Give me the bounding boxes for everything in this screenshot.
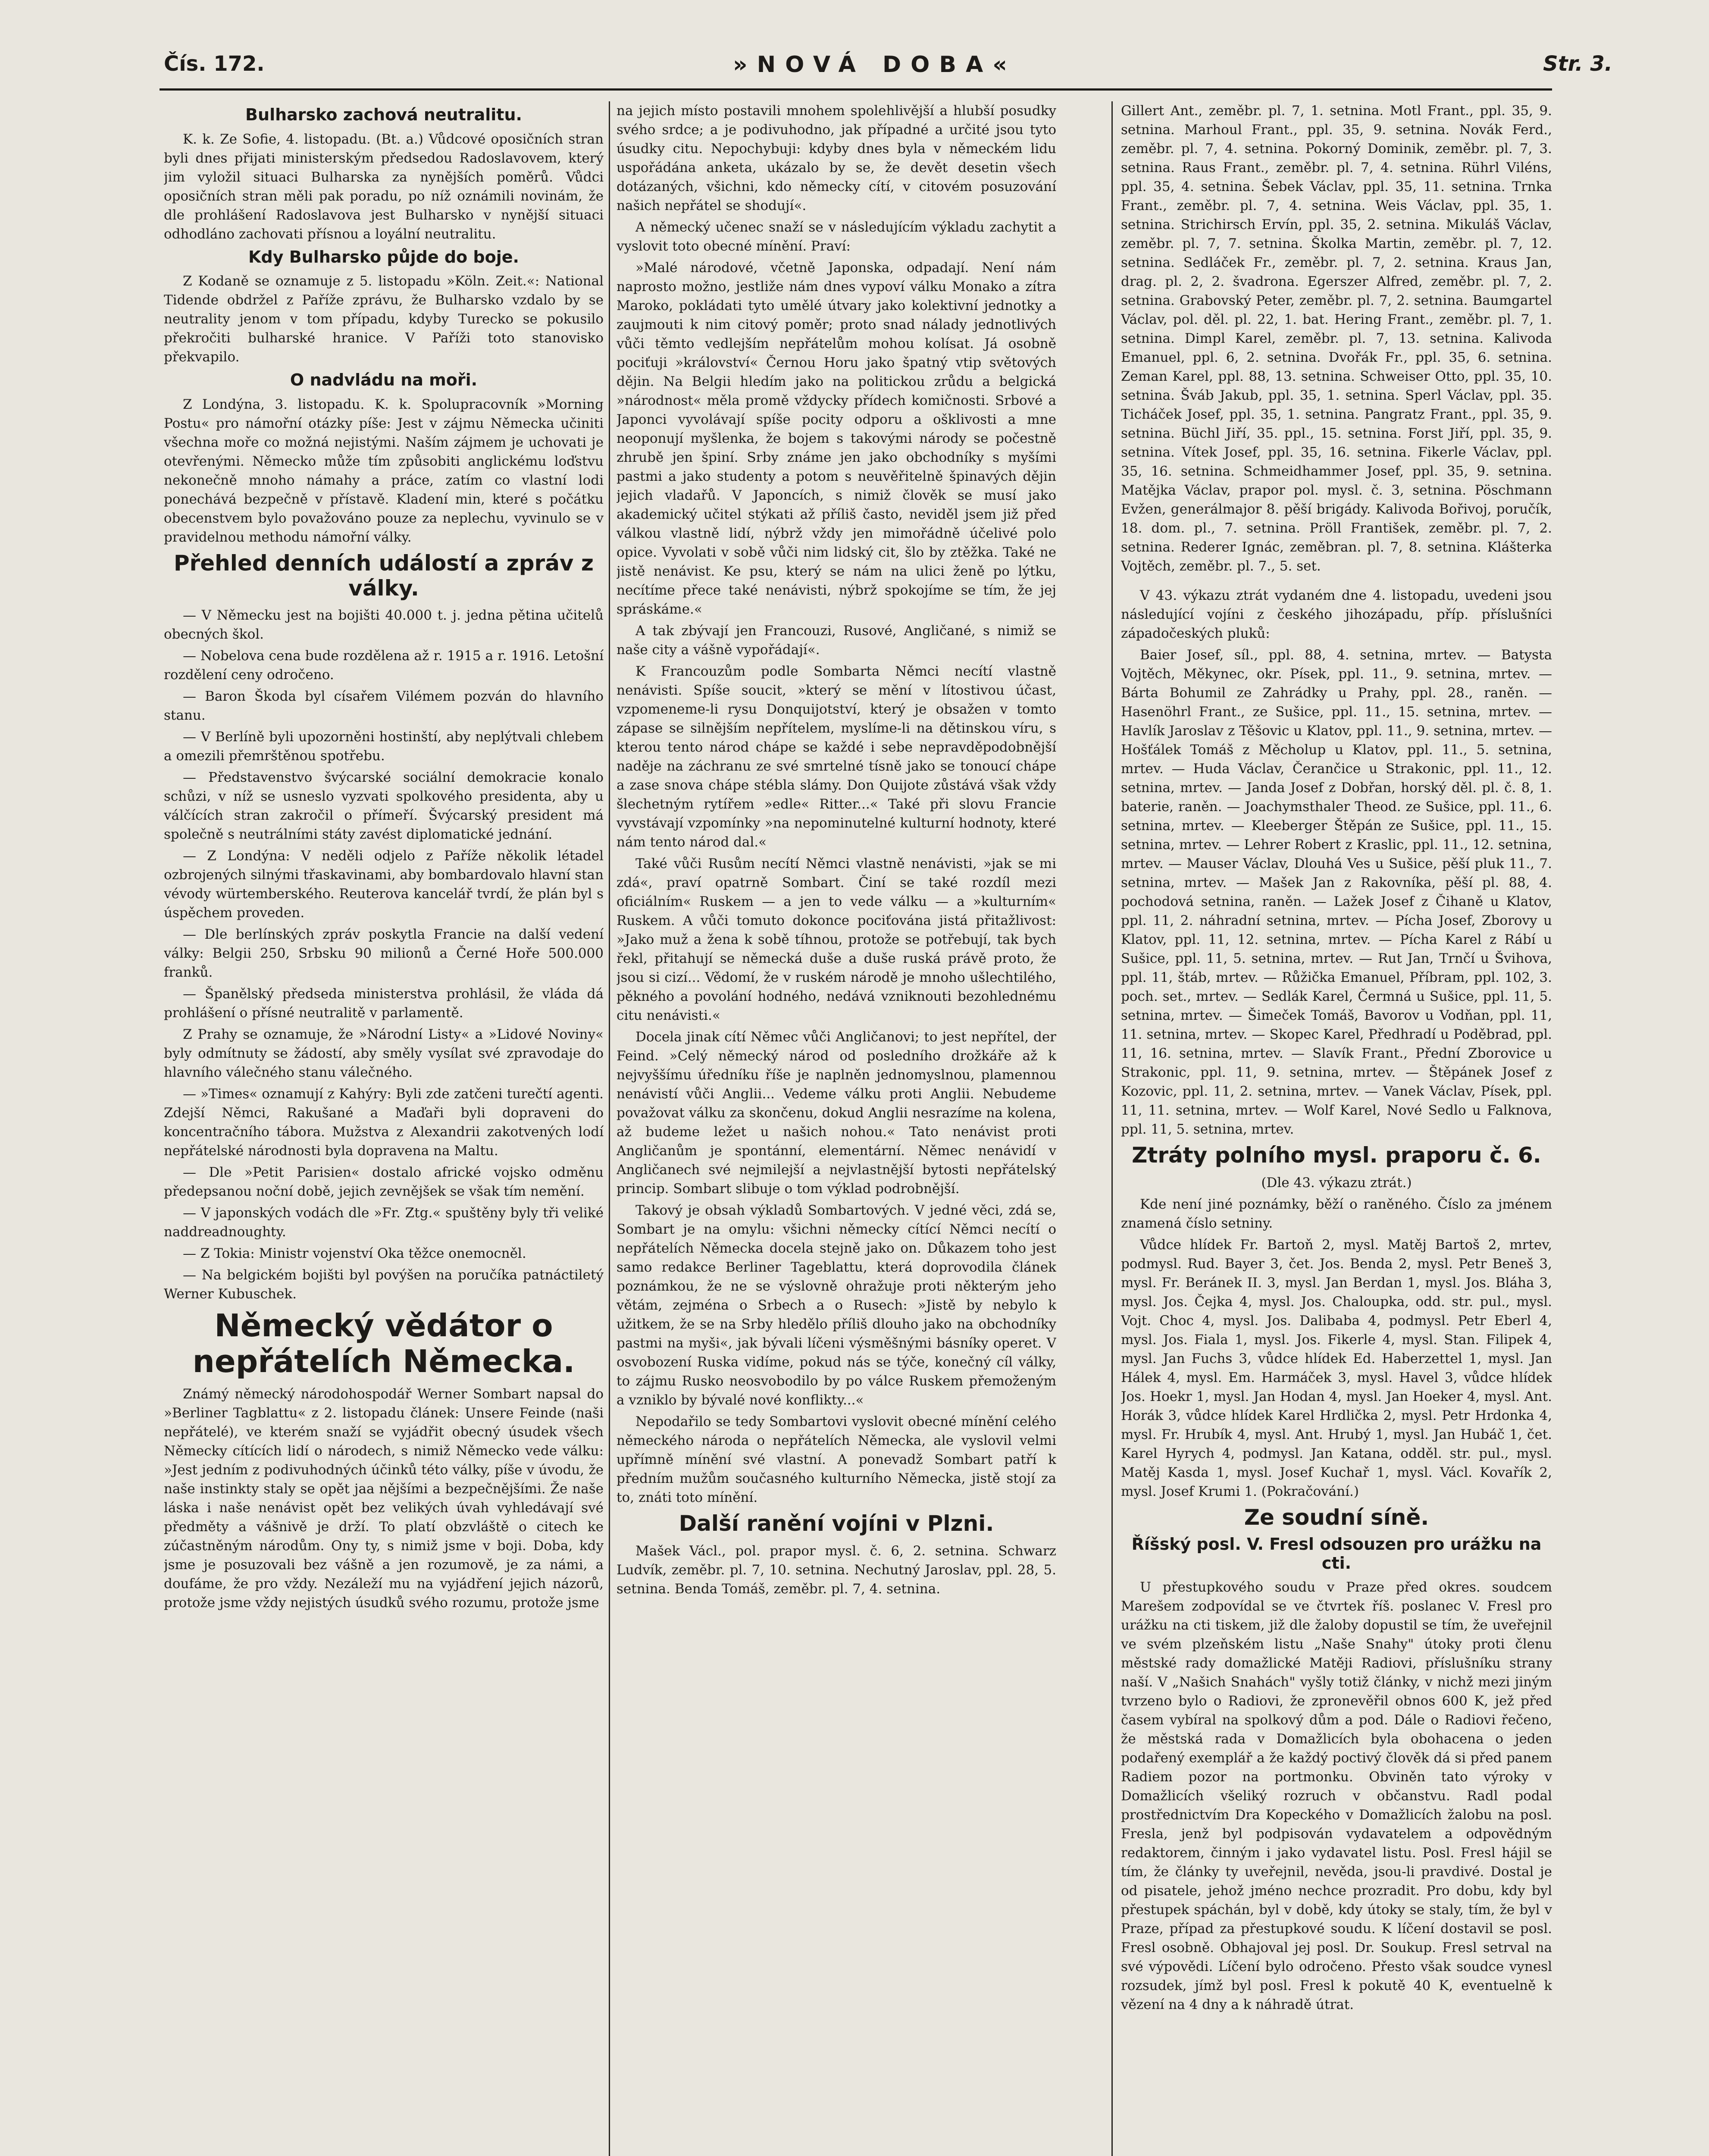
article-paragraph: Také vůči Rusům necítí Němci vlastně nenávisti, »jak se mi zdá«, praví opatrně Sombart. Činí se také rozdíl mezi oficiálním« Ruskem — a jen to vede válku — a »kulturním« Ruskem. A vůči tomuto dokonce pociťována jistá přitažlivost: »Jako muž a žena k sobě tíhnou, protože se potřebují, tak bych řekl, přitahují se německá duše a duše ruská právě proto, že jsou si cizí... Vědomí, že v ruském národě je mnoho ušlechtilého, pěkného a povolání hodného, nedává vzniknouti bezohlednému citu nenávisti.« [617, 856, 1056, 1023]
column-divider [609, 101, 610, 2156]
article-bulgaria-war: Z Kodaně se oznamuje z 5. listopadu »Köln. Zeit.«: National Tidende obdržel z Paříže zprávu, že Bulharsko vzdalo by se neutrality jenom v tom případu, kdyby Turecko se pokusilo překročiti bulharské hranice. V Paříži toto stanovisko překvapilo. [164, 273, 604, 365]
headline-courtroom: Ze soudní síně. [1244, 1504, 1429, 1530]
page-number: Str. 3. [1543, 52, 1612, 76]
headline-daily-overview: Přehled denních událostí a zpráv z války. [173, 551, 594, 601]
news-item: — Španělský předseda ministerstva prohlásil, že vláda dá prohlášení o přísné neutralitě v parlamentě. [164, 986, 604, 1021]
news-item: — »Times« oznamují z Kahýry: Byli zde zatčeni turečtí agenti. Zdejší Němci, Rakušané a Maďaři byli dopraveni do koncentračního tábora. Mužstva z Alexandrii zakotvených lodí nepřátelské národnosti byla dopravena na Maltu. [164, 1086, 604, 1159]
news-item: — Baron Škoda byl císařem Vilémem pozván do hlavního stanu. [164, 689, 604, 724]
battalion-losses-note: Kde není jiné poznámky, běží o raněného. Číslo za jménem znamená číslo setniny. [1121, 1196, 1552, 1231]
article-paragraph: A německý učenec snaží se v následujícím výkladu zachytit a vyslovit toto obecné mínění. Praví: [617, 219, 1056, 254]
headline-german-scholar: Německý vědátor o nepřátelích Německa. [192, 1307, 575, 1379]
column-divider [1111, 101, 1113, 2156]
article-fresl: U přestupkového soudu v Praze před okres. soudcem Marešem zodpovídal se ve čtvrtek říš. poslanec V. Fresl pro urážku na cti tiskem, již dle žaloby dopustil se tím, že uveřejnil ve svém plzeňském listu „Naše Snahy" útoky proti členu městské rady domažlické Matěji Radiovi, příslušníku strany naší. V „Našich Snahách" vyšly totiž články, v nichž mezi jiným tvrzeno bylo o Radiovi, že zpronevěřil obnos 600 K, jež před časem vybíral na spolkový dům a pod. Dále o Radiovi řečeno, že městská rada v Domažlicích byla obohacena o jeden podařený exemplář a že každý poctivý člověk dá si před panem Radiem pozor na portmonku. Obviněn tato výroky v Domažlicích všeliký rozruch v občanstvu. Radl podal prostřednictvím Dra Kopeckého v Domažlicích žalobu na posl. Fresla, jenž byl podpisován vydavatelem a odpovědným redaktorem, činným i jako vydavatel listu. Posl. Fresl hájil se tím, že články ty uveřejnil, nevěda, jsou-li pravdivé. Dostal je od pisatele, jehož jméno nechce prozradit. Pro dobu, kdy byl přestupek spáchán, byl v době, kdy útoky se staly, tím, že byl v Praze, případ za přestupkové soudu. K líčení dostavil se posl. Fresl osobně. Obhajoval jej posl. Dr. Soukup. Fresl setrval na své výpovědi. Líčení bylo odročeno. Přesto však soudce vynesl rozsudek, jímž byl posl. Fresl k pokutě 40 K, eventuelně k vězení na 4 dny a k náhradě útrat. [1121, 1579, 1552, 2013]
article-paragraph: na jejich místo postavili mnohem spolehlivější a hlubší posudky svého srdce; a je podivuhodno, jak případné a určité jsou tyto úsudky citu. Nepochybuji: kdyby dnes byla v německém lidu uspořádána anketa, ukázalo by se, že devět desetin všech dotázaných, všichni, kdo německy cítí, v citovém posuzování našich nepřátel se shodují«. [617, 103, 1056, 213]
masthead [155, 52, 1621, 82]
news-item: — V Berlíně byli upozorněni hostinští, aby neplýtvali chlebem a omezili přemrštěnou spotřebu. [164, 729, 604, 764]
headline-bulgaria-war: Kdy Bulharsko půjde do boje. [248, 247, 519, 266]
article-paragraph: Docela jinak cítí Němec vůči Angličanovi; to jest nepřítel, der Feind. »Celý německý národ od posledního drožkáře až k nejvyššímu úředníku říše je naplněn jednomyslnou, plamennou nenávistí vůči Anglii... Vedeme válku proti Anglii. Nebudeme považovat válku za skončenu, dokud Anglii nesrazíme na kolena, až budeme ležet u našich nohou.« Tato nenávist proti Angličanům je spontánní, elementární. Němec nenávidí v Angličanech své nejmilejší a nejvlastnější bytosti nepřátelský princip. Sombart slibuje o tom výklad podrobnější. [617, 1029, 1056, 1197]
news-item: — Z Tokia: Ministr vojenství Oka těžce onemocněl. [183, 1246, 526, 1262]
issue-number: Čís. 172. [164, 52, 265, 76]
headline-battalion-losses: Ztráty polního mysl. praporu č. 6. [1132, 1143, 1541, 1168]
casualty-report-intro: V 43. výkazu ztrát vydaném dne 4. listopadu, uvedeni jsou následující vojíni z českého jihozápadu, příp. příslušníci západočeských pluků: [1121, 588, 1552, 641]
news-item: — Dle »Petit Parisien« dostalo africké vojsko odměnu předepsanou noční době, jejich zevnějšek se však tím nemění. [164, 1165, 604, 1200]
article-paragraph: A tak zbývají jen Francouzi, Rusové, Angličané, s nimiž se naše city a vášně vypořádají«. [617, 623, 1056, 658]
article-naval-supremacy: Z Londýna, 3. listopadu. K. k. Spolupracovník »Morning Postu« pro námořní otázky píše: Jest v zájmu Německa učiniti všechna moře co možná nejistými. Naším zájmem je uchovati je otevřenými. Německo může tím způsobiti anglickému loďstvu nekonečně mnoho námahy a práce, zatím co vlastní lodi ponechává bezpečně v přístavě. Kladení min, které s počátku obecenstvem bylo považováno pouze za neplechu, vyvinulo se v pravidelnou methodu námořní války. [164, 397, 604, 545]
battalion-losses-source: (Dle 43. výkazu ztrát.) [1261, 1175, 1412, 1191]
article-paragraph: »Malé národové, včetně Japonska, odpadají. Není nám naprosto možno, jestliže nám dnes vypoví válku Monako a zítra Maroko, pokládati tyto umělé útvary jako kolektivní jednotky a zaujmouti k nim citový poměr; proto snad nálady jednotlivých vůči těmto vedlejším nepřátelům mohou kolísat. Já osobně pociťuji »království« Černou Horu jako špatný vtip světových dějin. Na Belgii hledím jako na politickou zrůdu a belgická »národnost« měla promě vždycky přídech komičnosti. Srbové a Japonci vyvolávají spíše pocity odporu a ošklivosti a mne neoponují myšlenka, že bojem s takovými národy se počestně zhrubě jen špiní. Srby známe jen jako obchodníky s myšími pastmi a jako studenty a potom s neuvěřitelně špinavých dějin jejich vladařů. V Japoncích, s nimiž člověk se musí jako akademický učitel stýkati až příliš často, neviděl jsem již před válkou vlastně lidí, nýbrž vždy jen mimořádně účelivé polo opice. Vyvolati v sobě vůči nim lidský cit, šlo by ztěžka. Také ne jistě nenávist. Ke psu, který se nám na ulici ženě po lýtku, necítíme přece také nenávisti, nýbrž spokojíme se tím, že jej spráskáme.« [617, 260, 1056, 617]
headline-wounded-plzen: Další ranění vojíni v Plzni. [679, 1511, 994, 1536]
news-item: Z Prahy se oznamuje, že »Národní Listy« a »Lidové Noviny« byly odmítnuty se žádostí, aby směly vysílat své zpravodaje do hlavního válečného stanu válečného. [164, 1027, 604, 1081]
wounded-list: Mašek Václ., pol. prapor mysl. č. 6, 2. setnina. Schwarz Ludvík, zeměbr. pl. 7, 10. setnina. Nechutný Jaroslav, ppl. 28, 5. setnina. Benda Tomáš, zeměbr. pl. 7, 4. setnina. [617, 1543, 1056, 1597]
masthead-rule [160, 88, 1552, 91]
headline-naval-supremacy: O nadvládu na moři. [290, 370, 478, 390]
news-item: — Nobelova cena bude rozdělena až r. 1915 a r. 1916. Letošní rozdělení ceny odročeno. [164, 648, 604, 683]
battalion-losses-list: Vůdce hlídek Fr. Bartoň 2, mysl. Matěj Bartoš 2, mrtev, podmysl. Rud. Bayer 3, čet. Jos. Benda 2, mysl. Petr Beneš 3, mysl. Fr. Beránek II. 3, mysl. Jan Berdan 1, mysl. Jos. Bláha 3, mysl. Jos. Čejka 4, mysl. Jos. Chaloupka, odd. str. pul., mysl. Vojt. Choc 4, mysl. Jos. Dalibaba 4, podmysl. Petr Eberl 4, mysl. Jos. Fiala 1, mysl. Jos. Fikerle 4, mysl. Stan. Filipek 4, mysl. Jan Fuchs 3, vůdce hlídek Ed. Haberzettel 1, mysl. Jan Hálek 4, mysl. Em. Harmáček 3, mysl. Havel 3, vůdce hlídek Jos. Hoekr 1, mysl. Jan Hodan 4, mysl. Jan Hoeker 4, mysl. Ant. Horák 3, vůdce hlídek Karel Hrdlička 2, mysl. Petr Hrdonka 4, mysl. Fr. Hrubík 4, mysl. Ant. Hrubý 1, mysl. Jan Hubáč 1, čet. Karel Hyrych 4, podmysl. Jan Katana, odděl. str. pul., mysl. Matěj Kasda 1, mysl. Josef Kuchař 1, mysl. Václ. Kovařík 2, mysl. Josef Krumi 1. (Pokračování.) [1121, 1237, 1552, 1499]
headline-bulgaria-neutrality: Bulharsko zachová neutralitu. [245, 105, 522, 124]
news-item: — Z Londýna: V neděli odjelo z Paříže několik létadel ozbrojených silnými třaskavinami, aby bombardovalo hlavní stan vévody würtemberského. Reuterova kancelář tvrdí, že plán byl s úspěchem proveden. [164, 848, 604, 921]
news-item: — Dle berlínských zpráv poskytla Francie na další vedení války: Belgii 250, Srbsku 90 milionů a Černé Hoře 500.000 franků. [164, 927, 604, 981]
news-item: — Na belgickém bojišti byl povýšen na poručíka patnáctiletý Werner Kubuschek. [164, 1267, 604, 1302]
news-item: — V Německu jest na bojišti 40.000 t. j. jedna pětina učitelů obecných škol. [164, 608, 604, 642]
column-3 [1121, 101, 1552, 2156]
column-2 [617, 101, 1056, 2156]
news-item: — Představenstvo švýcarské sociální demokracie konalo schůzi, v níž se usneslo vyzvati spolkového presidenta, aby u válčících stran zakročil o přímeří. Švýcarský president má společně s neutrálními státy zavést diplomatické jednání. [164, 770, 604, 843]
article-german-scholar: Známý německý národohospodář Werner Sombart napsal do »Berliner Tagblattu« z 2. listopadu článek: Unsere Feinde (naši nepřátelé), ve kterém snaží se vyjádřit obecný úsudek všech Německy cítících lidí o národech, s nimiž Německo vede válku: »Jest jedním z podivuhodných účinků této války, píše v úvodu, že naše instinkty staly se opět jaa nějšími a bezpečnějšími. Že naše láska i naše nenávist opět bez velikých úvah vyhledávají své předměty a vášnivě je drží. To platí obzvláště o citech ke zúčastněným národům. Ony ty, s nimiž jsme v boji. Doba, kdy jsme je posuzovali bez vášně a jen rozumově, je za námi, a doufáme, že pro vždy. Nezáleží mu na vyjádření jejich názorů, protože jsme vždy nejistých úsudků svého rozumu, protože jsme [164, 1386, 604, 1611]
newspaper-title: »NOVÁ DOBA« [733, 52, 1017, 78]
casualty-report-list: Baier Josef, síl., ppl. 88, 4. setnina, mrtev. — Batysta Vojtěch, Měkynec, okr. Písek, ppl. 11., 9. setnina, mrtev. — Bárta Bohumil ze Zahrádky u Prahy, ppl. 28., raněn. — Hasenöhrl Frant., ze Sušice, ppl. 11., 15. setnina, mrtev. — Havlík Jaroslav z Těšovic u Klatov, ppl. 11., 9. setnina, mrtev. — Hošťálek Tomáš z Měcholup u Klatov, ppl. 11., 5. setnina, mrtev. — Huda Václav, Čerančice u Strakonic, ppl. 11., 12. setnina, mrtev. — Janda Josef z Dobřan, horský děl. pl. č. 8, 1. baterie, raněn. — Joachymsthaler Theod. ze Sušice, ppl. 11., 6. setnina, mrtev. — Kleeberger Štěpán ze Sušice, ppl. 11., 15. setnina, mrtev. — Lehrer Robert z Kraslic, ppl. 11., 12. setnina, mrtev. — Mauser Václav, Dlouhá Ves u Sušice, pěší pluk 11., 7. setnina, mrtev. — Mašek Jan z Rakovníka, pěší pl. 88, 4. pochodová setnina, raněn. — Lažek Josef z Čihaně u Klatov, ppl. 11, 2. náhradní setnina, mrtev. — Pícha Josef, Zborovy u Klatov, ppl. 11, 12. setnina, mrtev. — Pícha Karel z Rábí u Sušice, ppl. 11, 5. setnina, mrtev. — Rut Jan, Trnčí u Švihova, ppl. 11, štáb, mrtev. — Růžička Emanuel, Příbram, ppl. 102, 3. poch. set., mrtev. — Sedlák Karel, Čermná u Sušice, ppl. 11, 5. setnina, mrtev. — Šimeček Tomáš, Bavorov u Vodňan, ppl. 11, 11. setnina, mrtev. — Skopec Karel, Předhradí u Poděbrad, ppl. 11, 16. setnina, mrtev. — Slavík Frant., Přední Zborovice u Strakonic, ppl. 11, 9. setnina, mrtev. — Štěpánek Josef z Kozovic, ppl. 11, 2. setnina, mrtev. — Vanek Václav, Písek, ppl. 11, 11. setnina, mrtev. — Wolf Karel, Nové Sedlo u Falknova, ppl. 11, 5. setnina, mrtev. [1121, 647, 1552, 1137]
article-paragraph: Nepodařilo se tedy Sombartovi vyslovit obecné mínění celého německého národa o nepřátelích Německa, ale vyslovil velmi upřímně mínění své vlastní. A ponevadž Sombart patří k předním mužům současného kulturního Německa, jistě stojí za to, znáti toto mínění. [617, 1414, 1056, 1505]
wounded-list-continued: Gillert Ant., zeměbr. pl. 7, 1. setnina. Motl Frant., ppl. 35, 9. setnina. Marhoul Frant., ppl. 35, 9. setnina. Novák Ferd., zeměbr. pl. 7, 4. setnina. Pokorný Dominik, zeměbr. pl. 7, 3. setnina. Raus Frant., zeměbr. pl. 7, 4. setnina. Rührl Viléns, ppl. 35, 4. setnina. Šebek Václav, ppl. 35, 11. setnina. Trnka Frant., zeměbr. pl. 7, 4. setnina. Weis Václav, ppl. 35, 1. setnina. Strichirsch Ervín, ppl. 35, 2. setnina. Mikuláš Václav, zeměbr. pl. 7, 7. setnina. Školka Martin, zeměbr. pl. 7, 12. setnina. Sedláček Fr., zeměbr. pl. 7, 2. setnina. Kraus Jan, drag. pl. 2, 2. švadrona. Egerszer Alfred, zeměbr. pl. 7, 2. setnina. Grabovský Peter, zeměbr. pl. 7, 2. setnina. Baumgartel Václav, pol. děl. pl. 22, 1. bat. Hering Frant., zeměbr. pl. 7, 1. setnina. Dimpl Karel, zeměbr. pl. 7, 13. setnina. Kalivoda Emanuel, ppl. 6, 2. setnina. Dvořák Fr., ppl. 35, 6. setnina. Zeman Karel, ppl. 88, 13. setnina. Schweiser Otto, ppl. 35, 10. setnina. Šváb Jakub, ppl. 35, 1. setnina. Sperl Václav, ppl. 35. Ticháček Josef, ppl. 35, 1. setnina. Pangratz Frant., ppl. 35, 9. setnina. Büchl Jiří, 35. ppl., 15. setnina. Forst Jiří, ppl. 35, 9. setnina. Vítek Josef, ppl. 35, 16. setnina. Fikerle Václav, ppl. 35, 16. setnina. Schmeidhammer Josef, ppl. 35, 9. setnina. Matějka Václav, prapor pol. mysl. č. 3, setnina. Pöschmann Evžen, generálmajor 8. pěší brigády. Kalivoda Bořivoj, poručík, 18. dom. pl., 7. setnina. Pröll František, zeměbr. pl. 7, 2. setnina. Rederer Ignác, zeměbran. pl. 7, 8. setnina. Klášterka Vojtěch, zeměbr. pl. 7., 5. set. [1121, 103, 1552, 574]
subheadline-fresl-convicted: Říšský posl. V. Fresl odsouzen pro urážku na cti. [1131, 1535, 1542, 1573]
article-paragraph: Takový je obsah výkladů Sombartových. V jedné věci, zdá se, Sombart je na omylu: všichni německy cítící Němci necítí o nepřátelích Německa docela stejně jako on. Důkazem toho jest samo redakce Berliner Tageblattu, která doprovodila článek poznámkou, že ne se výslovně ohražuje proti některým jeho větám, zejména o Srbech a o Rusech: »Jistě by nebylo k užitkem, že se na Srby hledělo příliš dlouho jako na obchodníky pastmi na myši«, jak bývali líčeni výsměšnými básníky operet. V osvobození Ruska vidíme, pokud nás se týče, konečný cíl války, to zájmu Rusko neosvobodilo by po válce Ruskem přemoženým a vzniklo by bývalé nové konflikty...« [617, 1203, 1056, 1408]
column-1 [164, 101, 604, 2156]
news-item: — V japonských vodách dle »Fr. Ztg.« spuštěny byly tři veliké naddreadnoughty. [164, 1205, 604, 1240]
article-bulgaria-neutrality: K. k. Ze Sofie, 4. listopadu. (Bt. a.) Vůdcové oposičních stran byli dnes přijati ministerským předsedou Radoslavovem, který jim vyložil situaci Bulharska za nynějších poměrů. Vůdci oposičních stran měli pak poradu, po níž oznámili novinám, že dle prohlášení Radoslavova jest Bulharsko v nynější situaci odhodláno zachovati přísnou a loyální neutralitu. [164, 131, 604, 242]
article-paragraph: K Francouzům podle Sombarta Němci necítí vlastně nenávisti. Spíše soucit, »který se mění v lítostivou účast, vzpomeneme-li rysu Donquijotství, který je obsažen v tomto zápase se silnějším nepřítelem, myslíme-li na dětinskou víru, s kterou tento národ chápe se každé i sebe nepravděpodobnější naděje na záchranu ze své smrtelné tísně jako se tonoucí chápe a zase snova chápe stébla slámy. Don Quijote zůstává však vždy šlechetným rytířem »edle« Ritter...« Také při slovu Francie vyvstávají vzpomínky »na nepominutelné kulturní hodnoty, které nám tento národ dal.« [617, 664, 1056, 850]
